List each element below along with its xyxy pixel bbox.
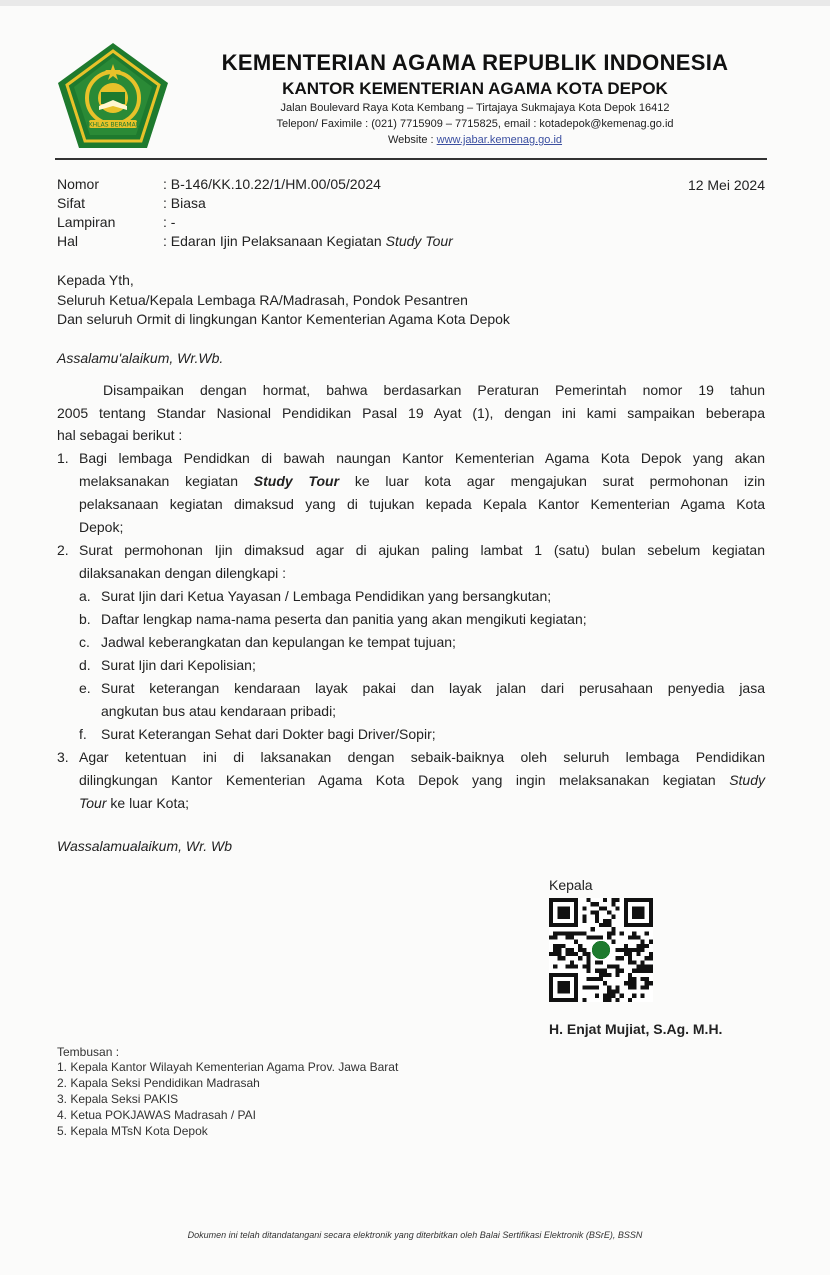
sub-d-text: Surat Ijin dari Kepolisian; <box>101 657 256 673</box>
item-3-tour: Tour <box>79 795 107 811</box>
signatory-name: H. Enjat Mujiat, S.Ag. M.H. <box>549 1021 723 1037</box>
intro-line-3: hal sebagai berikut : <box>57 427 183 443</box>
lampiran-value: : - <box>163 214 176 230</box>
item-1-text-c: ke luar kota agar mengajukan surat permohonan izin <box>339 473 765 489</box>
recipient-line-1: Kepada Yth, <box>57 272 134 288</box>
website-link[interactable]: www.jabar.kemenag.go.id <box>436 134 563 146</box>
sub-b-marker: b. <box>79 611 91 627</box>
cc-title: Tembusan : <box>57 1045 120 1059</box>
website-label: Website : <box>387 134 437 146</box>
item-1-line-1: Bagi lembaga Pendidkan di bawah naungan Kantor Kementerian Agama Kota Depok yang akan <box>79 450 765 466</box>
closing-greeting: Wassalamualaikum, Wr. Wb <box>57 838 233 854</box>
nomor-value: : B-146/KK.10.22/1/HM.00/05/2024 <box>163 176 381 192</box>
item-3-study: Study <box>729 772 765 788</box>
signature-title: Kepala <box>549 877 593 893</box>
sub-d-marker: d. <box>79 657 91 673</box>
letter-date: 12 Mei 2024 <box>687 177 765 193</box>
item-1-text-a: melaksanakan kegiatan <box>79 473 254 489</box>
recipient-line-2: Seluruh Ketua/Kepala Lembaga RA/Madrasah, Pondok Pesantren <box>57 292 468 308</box>
intro-line-1: Disampaikan dengan hormat, bahwa berdasarkan Peraturan Pemerintah nomor 19 tahun <box>103 382 765 398</box>
kemenag-logo <box>55 40 171 152</box>
sub-a-text: Surat Ijin dari Ketua Yayasan / Lembaga Pendidikan yang bersangkutan; <box>101 588 552 604</box>
sifat-label: Sifat <box>57 195 86 211</box>
sub-e-text: Surat keterangan kendaraan layak pakai dan layak jalan dari perusahaan penyedia jasa <box>101 680 765 696</box>
item-1-study-tour: Study Tour <box>253 473 340 489</box>
signature-qr-code <box>549 898 653 1002</box>
sub-c-text: Jadwal keberangkatan dan kepulangan ke tempat tujuan; <box>101 634 456 650</box>
nomor-label: Nomor <box>57 176 100 192</box>
cc-item-3: 3. Kepala Seksi PAKIS <box>57 1092 179 1106</box>
sub-e-text-2: angkutan bus atau kendaraan pribadi; <box>101 703 337 719</box>
hal-value <box>163 233 453 249</box>
sifat-value: : Biasa <box>163 195 206 211</box>
lampiran-label: Lampiran <box>57 214 116 230</box>
sub-e-marker: e. <box>79 680 91 696</box>
recipient-line-3: Dan seluruh Ormit di lingkungan Kantor Kementerian Agama Kota Depok <box>57 311 510 327</box>
hal-text: : Edaran Ijin Pelaksanaan Kegiatan <box>163 233 386 249</box>
letterhead-rule <box>55 158 767 160</box>
office-title: KANTOR KEMENTERIAN AGAMA KOTA DEPOK <box>282 79 668 98</box>
ministry-title: KEMENTERIAN AGAMA REPUBLIK INDONESIA <box>221 50 729 75</box>
hal-italic: Study Tour <box>385 233 453 249</box>
item-3-line-3 <box>79 795 189 811</box>
item-3-text-b: ke luar Kota; <box>106 795 190 811</box>
item-2-line-2: dilaksanakan dengan dilengkapi : <box>79 565 287 581</box>
item-3-line-2 <box>79 772 765 788</box>
hal-label: Hal <box>57 233 79 249</box>
intro-line-2: 2005 tentang Standar Nasional Pendidikan Pasal 19 Ayat (1), dengan ini kami sampaikan beberapa <box>57 405 765 421</box>
sub-f-text: Surat Keterangan Sehat dari Dokter bagi Driver/Sopir; <box>101 726 436 742</box>
greeting: Assalamu'alaikum, Wr.Wb. <box>57 350 224 366</box>
item-1-line-2 <box>79 473 765 489</box>
svg-text:IKHLAS BERAMAL: IKHLAS BERAMAL <box>86 121 140 129</box>
item-3-number: 3. <box>57 749 69 765</box>
cc-item-5: 5. Kepala MTsN Kota Depok <box>57 1124 208 1138</box>
cc-item-1: 1. Kepala Kantor Wilayah Kementerian Agama Prov. Jawa Barat <box>57 1060 399 1074</box>
item-3-line-1: Agar ketentuan ini di laksanakan dengan sebaik-baiknya oleh seluruh lembaga Pendidikan <box>79 749 765 765</box>
sub-a-marker: a. <box>79 588 91 604</box>
cc-item-4: 4. Ketua POKJAWAS Madrasah / PAI <box>57 1108 256 1122</box>
item-1-number: 1. <box>57 450 69 466</box>
electronic-signature-note: Dokumen ini telah ditandatangani secara elektronik yang diterbitkan oleh Balai Sertifikasi Elektronik (BSrE), BSSN <box>187 1230 643 1240</box>
item-1-line-4: Depok; <box>79 519 124 535</box>
office-contact: Telepon/ Faximile : (021) 7715909 – 7715825, email : kotadepok@kemenag.go.id <box>276 118 674 130</box>
item-2-number: 2. <box>57 542 69 558</box>
sub-b-text: Daftar lengkap nama-nama peserta dan panitia yang akan mengikuti kegiatan; <box>101 611 587 627</box>
sub-c-marker: c. <box>79 634 90 650</box>
item-1-line-3: pelaksanaan kegiatan dimaksud yang di tujukan kepada Kepala Kantor Kementerian Agama Kota <box>79 496 765 512</box>
cc-item-2: 2. Kapala Seksi Pendidikan Madrasah <box>57 1076 260 1090</box>
sub-f-marker: f. <box>79 726 87 742</box>
item-2-line-1: Surat permohonan Ijin dimaksud agar di ajukan paling lambat 1 (satu) bulan sebelum kegiatan <box>79 542 765 558</box>
office-address: Jalan Boulevard Raya Kota Kembang – Tirtajaya Sukmajaya Kota Depok 16412 <box>280 102 670 114</box>
office-website <box>190 134 760 146</box>
item-3-text-a: dilingkungan Kantor Kementerian Agama Kota Depok yang ingin melaksanakan kegiatan <box>79 772 730 788</box>
